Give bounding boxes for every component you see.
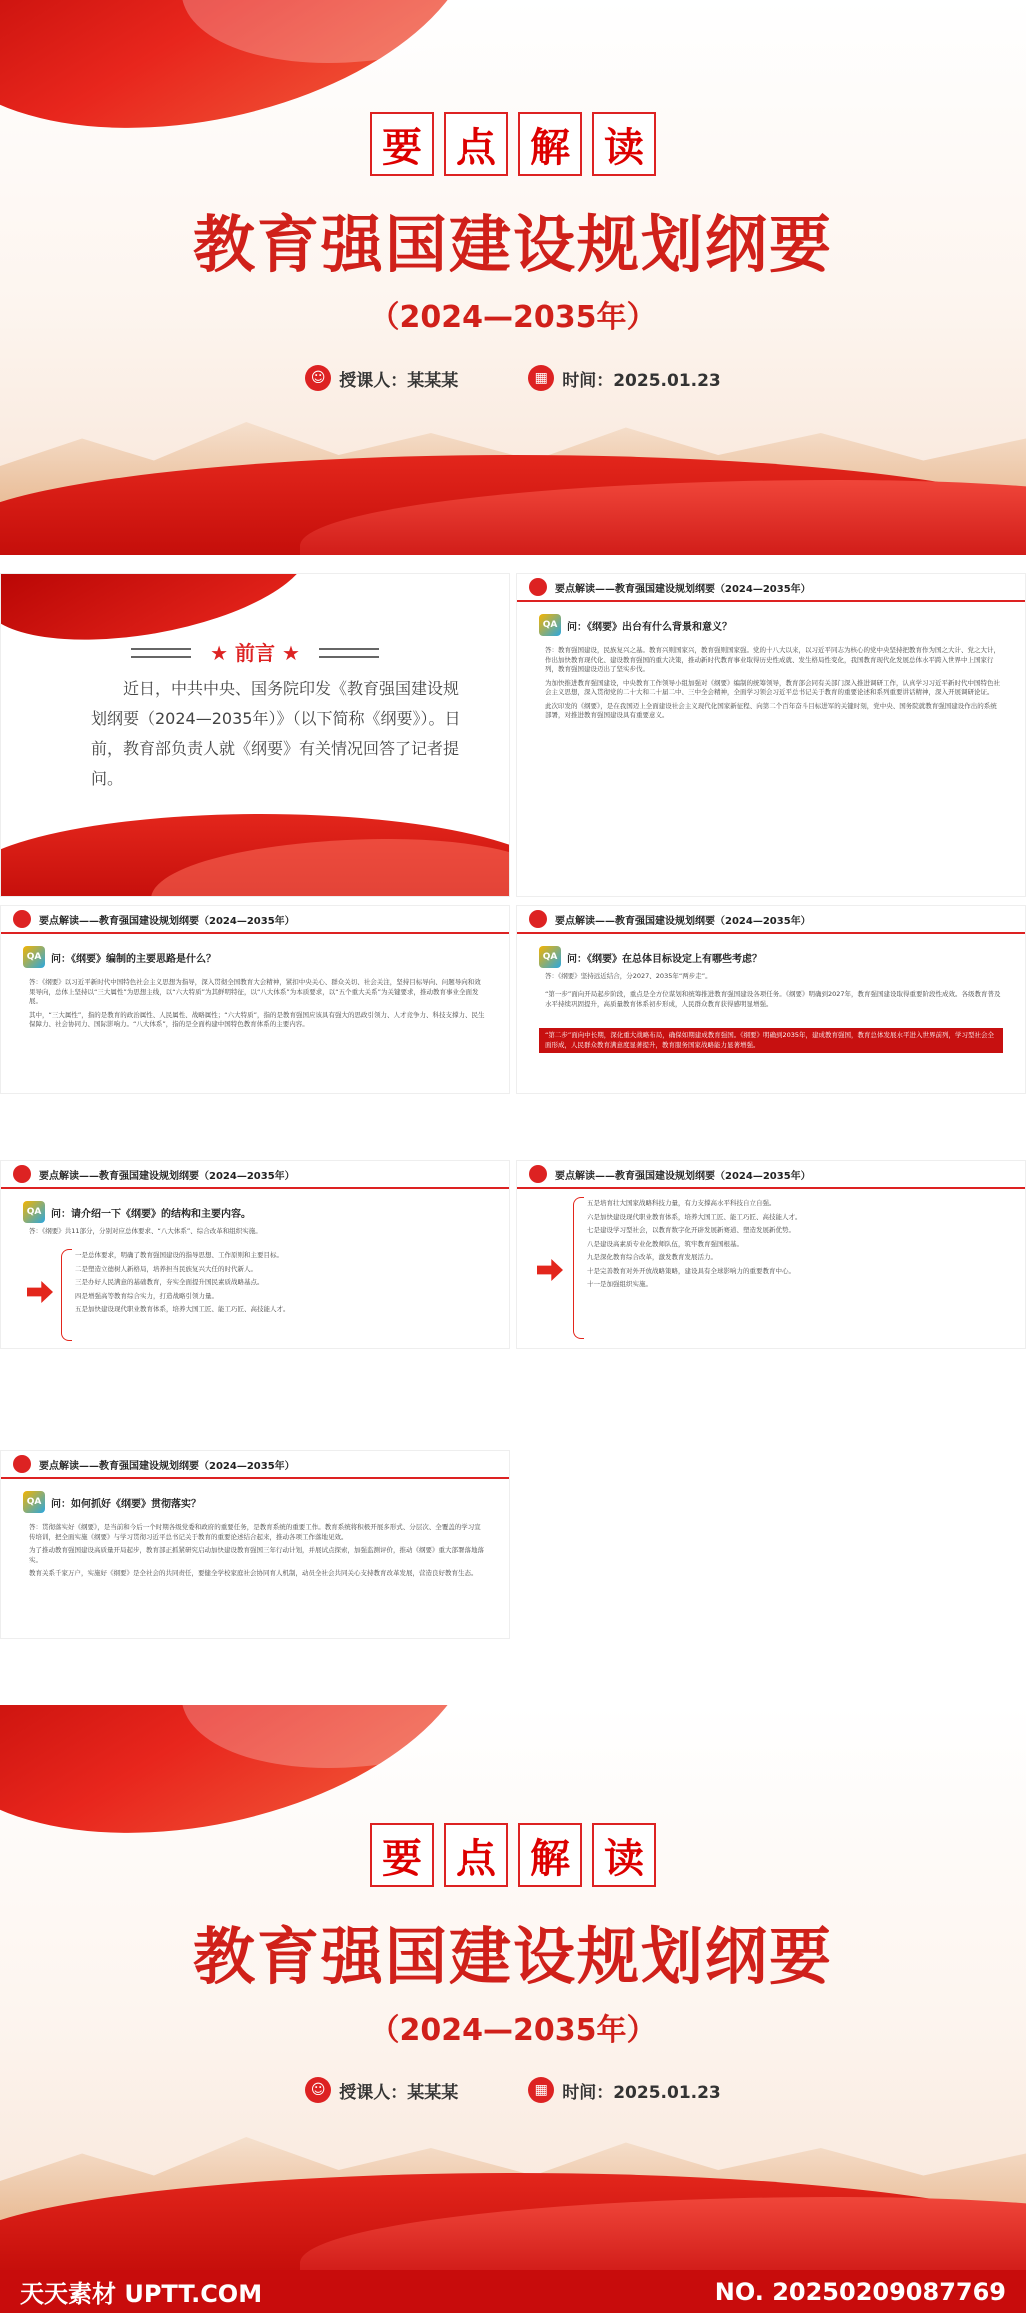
answer-intro: 答：《纲要》共11部分，分别对应总体要求、“八大体系”、综合改革和组织实施。 — [29, 1227, 262, 1235]
cover-meta — [0, 365, 1026, 391]
answer-intro: 答：《纲要》坚持远近结合，分2027、2035年“两步走”。 — [545, 972, 712, 980]
keyword-box: 要 — [370, 112, 434, 176]
question-row — [23, 1491, 201, 1513]
cover-slide-bottom — [0, 1705, 1026, 2270]
question-text: 问：《纲要》出台有什么背景和意义？ — [567, 621, 732, 633]
time-text: 时间：2025.01.23 — [562, 2082, 721, 2103]
answer-paragraph: 答：《纲要》以习近平新时代中国特色社会主义思想为指导，深入贯彻全国教育大会精神，紧扣中央关心、群众关切、社会关注，坚持目标导向、问题导向和效果导向，总体上坚持以“三大属性”为思想主线，以“六大特质”为其鲜明特征，以“八大体系”为本质要求，以“五个重大关系”为关键要求，推动教育事业全面发展。 — [29, 978, 481, 1005]
keyword-box: 要 — [370, 1823, 434, 1887]
slide-header-text: 要点解读——教育强国建设规划纲要（2024—2035年） — [555, 915, 811, 927]
cover-meta — [0, 2077, 1026, 2103]
header-badge-icon — [529, 578, 547, 596]
slide-header — [1, 906, 509, 934]
footer-site: 天天素材 UPTT.COM — [20, 2280, 263, 2308]
keyword-box: 解 — [518, 112, 582, 176]
slide-header-text: 要点解读——教育强国建设规划纲要（2024—2035年） — [39, 1460, 295, 1472]
content-slide-goals — [516, 905, 1026, 1094]
calendar-icon: ▦ — [528, 2077, 554, 2103]
calendar-icon: ▦ — [528, 365, 554, 391]
preface-text: 近日，中共中央、国务院印发《教育强国建设规划纲要（2024—2035年）》（以下简称《纲要》）。日前，教育部负责人就《纲要》有关情况回答了记者提问。 — [91, 679, 461, 788]
list-item: 九是深化教育综合改革，激发教育发展活力。 — [587, 1253, 717, 1261]
question-row — [539, 946, 762, 968]
keyword-box: 解 — [518, 1823, 582, 1887]
question-text: 问：《纲要》在总体目标设定上有哪些考虑？ — [567, 953, 762, 965]
list-item: 六是加快建设现代职业教育体系，培养大国工匠、能工巧匠、高技能人才。 — [587, 1212, 802, 1221]
keyword-box: 读 — [592, 112, 656, 176]
time-info — [528, 365, 721, 391]
lecturer-info — [305, 2077, 458, 2103]
keyword-boxes — [0, 112, 1026, 176]
cover-subtitle: （2024—2035年） — [369, 2013, 657, 2048]
watermark-footer — [0, 2270, 1026, 2313]
structure-list — [587, 1199, 1003, 1294]
cover-title: 教育强国建设规划纲要 — [192, 208, 833, 281]
content-slide-structure-cont — [516, 1160, 1026, 1349]
slide-header — [517, 574, 1025, 602]
question-row — [23, 946, 216, 968]
answer-paragraph: 为了推动教育强国建设高质量开局起步，教育部正抓紧研究启动加快建设教育强国三年行动计划，并展试点探索，加强监测评价，推动《纲要》重大部署落地落实。 — [29, 1546, 484, 1564]
list-item: 一是总体要求，明确了教育强国建设的指导思想、工作原则和主要目标。 — [75, 1251, 283, 1259]
header-badge-icon — [529, 1165, 547, 1183]
content-slide-background — [516, 573, 1026, 897]
header-badge-icon — [13, 910, 31, 928]
header-badge-icon — [13, 1455, 31, 1473]
question-text: 问：如何抓好《纲要》贯彻落实？ — [51, 1498, 201, 1510]
answer-body — [29, 978, 487, 1034]
list-item: 五是加快建设现代职业教育体系，培养大国工匠、能工巧匠、高技能人才。 — [75, 1305, 290, 1313]
preface-slide — [0, 573, 510, 897]
cover-slide-top — [0, 0, 1026, 555]
list-item: 十一是加强组织实施。 — [587, 1280, 652, 1288]
list-item: 三是办好人民满意的基础教育，夯实全面提升国民素质战略基点。 — [75, 1278, 264, 1286]
content-slide-implementation — [0, 1450, 510, 1639]
step-one-text: “第一步”面向开局起步阶段，重点是全方位谋划和统筹推进教育强国建设各项任务。《纲要》明确到2027年，教育强国建设取得重要阶段性成效。各级教育普及水平持续巩固提升，高质量教育体系初步形成，人民群众教育获得感明显增强。 — [545, 990, 1001, 1008]
answer-paragraph: 其中，“三大属性”，指的是教育的政治属性、人民属性、战略属性；“六大特质”，指的是教育强国应该具有强大的思政引领力、人才竞争力、科技支撑力、民生保障力、社会协同力、国际影响力。“八大体系”，指的是全面构建中国特色教育体系的主要内容。 — [29, 1010, 485, 1028]
answer-paragraph: 答：贯彻落实好《纲要》，是当前和今后一个时期各级党委和政府的重要任务，是教育系统的重要工作。教育系统将积极开展多形式、分层次、全覆盖的学习宣传培训，把全面实施《纲要》与学习贯彻习近平总书记关于教育的重要论述结合起来，推动各项工作落地见效。 — [29, 1523, 481, 1541]
keyword-boxes — [0, 1823, 1026, 1887]
red-arrow-icon — [537, 1259, 563, 1281]
list-bracket — [61, 1249, 72, 1341]
answer-paragraph: 此次印发的《纲要》，是在我国迈上全面建设社会主义现代化国家新征程、向第二个百年奋斗目标进军的关键时刻，党中央、国务院就教育强国建设作出的系统部署，对推进教育强国建设具有重要意义。 — [545, 701, 997, 719]
keyword-box: 点 — [444, 112, 508, 176]
slide-header-text: 要点解读——教育强国建设规划纲要（2024—2035年） — [39, 915, 295, 927]
qa-icon: QA — [23, 1201, 45, 1223]
list-bracket — [573, 1197, 584, 1339]
answer-paragraph: 教育关系千家万户，实施好《纲要》是全社会的共同责任，要健全学校家庭社会协同育人机制，动员全社会共同关心支持教育改革发展，营造良好教育生态。 — [29, 1569, 478, 1577]
qa-icon: QA — [539, 946, 561, 968]
answer-paragraph: 为加快推进教育强国建设，中央教育工作领导小组加强对《纲要》编制的统筹领导，教育部会同有关部门深入推进调研工作，认真学习习近平新时代中国特色社会主义思想，深入贯彻党的二十大和二十届二中、三中全会精神，全面学习领会习近平总书记关于教育的重要论述和系列重要讲话精神，深入开展调研论证。 — [545, 678, 1000, 696]
slide-header — [517, 1161, 1025, 1189]
lecturer-info — [305, 365, 458, 391]
answer-body — [29, 1523, 487, 1583]
footer-id: NO. 20250209087769 — [714, 2277, 1006, 2306]
slide-header-text: 要点解读——教育强国建设规划纲要（2024—2035年） — [555, 583, 811, 595]
qa-icon: QA — [23, 946, 45, 968]
list-item: 七是建设学习型社会，以教育数字化开辟发展新赛道、塑造发展新优势。 — [587, 1226, 795, 1234]
question-row — [23, 1201, 251, 1223]
qa-icon: QA — [539, 614, 561, 636]
question-row — [539, 614, 732, 636]
time-info — [528, 2077, 721, 2103]
keyword-box: 读 — [592, 1823, 656, 1887]
preface-title: ★ 前言 ★ — [210, 641, 300, 665]
list-item: 二是塑造立德树人新格局，培养担当民族复兴大任的时代新人。 — [75, 1264, 257, 1273]
question-text: 问：《纲要》编制的主要思路是什么？ — [51, 953, 216, 965]
cover-subtitle: （2024—2035年） — [369, 300, 657, 335]
lecturer-text: 授课人：某某某 — [339, 2082, 459, 2103]
list-item: 五是培育壮大国家战略科技力量，有力支撑高水平科技自立自强。 — [587, 1199, 776, 1207]
lecturer-text: 授课人：某某某 — [339, 370, 459, 391]
structure-list — [75, 1251, 487, 1319]
slide-header — [1, 1161, 509, 1189]
slide-header — [517, 906, 1025, 934]
list-item: 八是建设高素质专业化教师队伍，筑牢教育强国根基。 — [587, 1239, 743, 1248]
header-badge-icon — [529, 910, 547, 928]
answer-body — [545, 646, 1003, 725]
list-item: 十是完善教育对外开放战略策略，建设具有全球影响力的重要教育中心。 — [587, 1266, 795, 1275]
answer-paragraph: 答：教育强国建设，民族复兴之基。教育兴则国家兴，教育强则国家强。党的十八大以来，以习近平同志为核心的党中央坚持把教育作为国之大计、党之大计，作出加快教育现代化、建设教育强国的重大决策，推动新时代教育事业取得历史性成就、发生格局性变化，我国教育现代化发展总体水平跨入世界中上国家行列，教育强国建设迈出了坚实步伐。 — [545, 646, 1000, 673]
cover-title: 教育强国建设规划纲要 — [192, 1920, 833, 1993]
slide-header-text: 要点解读——教育强国建设规划纲要（2024—2035年） — [39, 1170, 295, 1182]
person-icon: ☺ — [305, 365, 331, 391]
keyword-box: 点 — [444, 1823, 508, 1887]
slide-header-text: 要点解读——教育强国建设规划纲要（2024—2035年） — [555, 1170, 811, 1182]
header-badge-icon — [13, 1165, 31, 1183]
time-text: 时间：2025.01.23 — [562, 370, 721, 391]
red-arrow-icon — [27, 1281, 53, 1303]
content-slide-structure-ideas — [0, 905, 510, 1094]
content-slide-structure — [0, 1160, 510, 1349]
list-item: 四是增强高等教育综合实力，打造战略引领力量。 — [75, 1291, 218, 1300]
slide-header — [1, 1451, 509, 1479]
qa-icon: QA — [23, 1491, 45, 1513]
question-text: 问：请介绍一下《纲要》的结构和主要内容。 — [51, 1208, 251, 1220]
step-two-highlight: “第二步”面向中长期，深化重大战略布局，确保如期建成教育强国。《纲要》明确到2035年，建成教育强国，教育总体发展水平进入世界前列，学习型社会全面形成，人民群众教育满意度显著提升，教育服务国家战略能力显著增强。 — [539, 1028, 1003, 1053]
person-icon: ☺ — [305, 2077, 331, 2103]
